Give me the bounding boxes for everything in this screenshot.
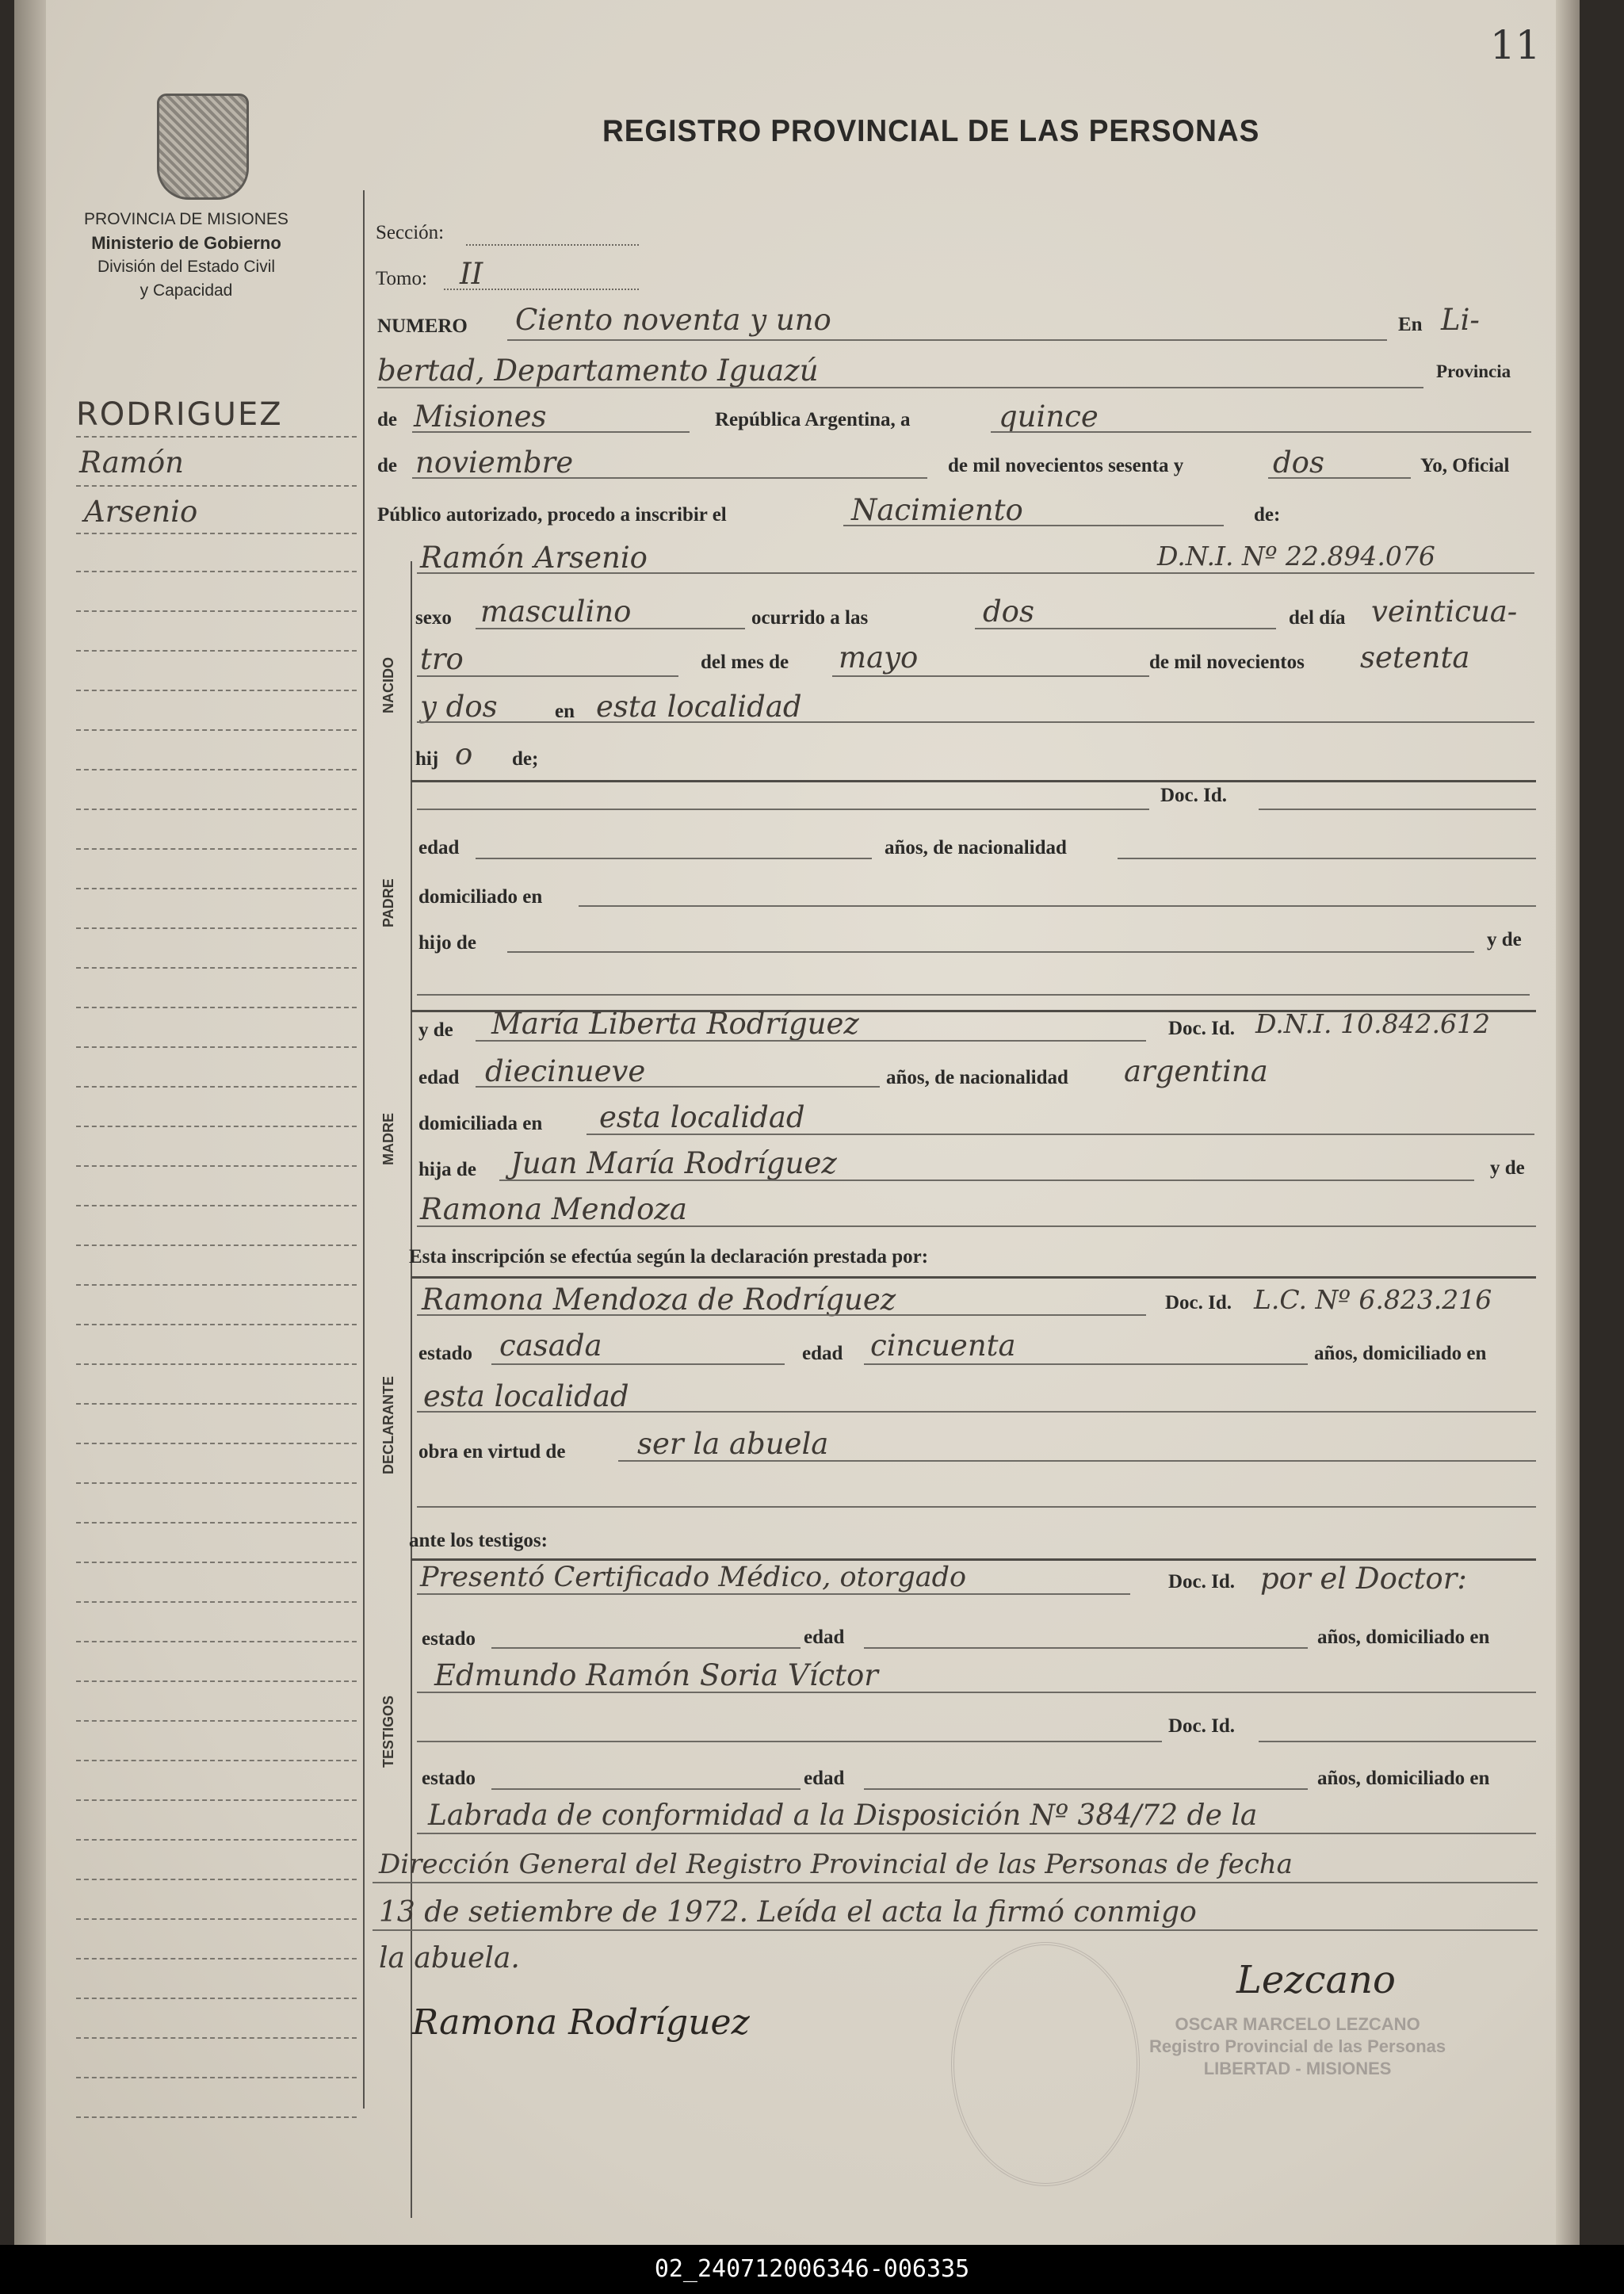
del-dia-label: del día <box>1289 607 1346 629</box>
de-mil-nov-label: de mil novecientos <box>1149 652 1305 673</box>
decl-obra-value: ser la abuela <box>637 1427 829 1461</box>
dia-nac-line <box>417 675 678 677</box>
anio-line <box>1268 477 1411 479</box>
decl-dom-value: esta localidad <box>423 1379 629 1413</box>
madre-y-de-label-2: y de <box>1490 1157 1525 1179</box>
section-padre: PADRE <box>380 878 396 927</box>
section-declarante: DECLARANTE <box>380 1376 396 1474</box>
hij-label: hij <box>415 748 439 770</box>
ministry-line-2: Ministerio de Gobierno <box>91 233 281 253</box>
en-lower-label: en <box>555 701 575 722</box>
decl-doc-label: Doc. Id. <box>1165 1292 1232 1313</box>
madre-hija-label: hija de <box>418 1159 476 1180</box>
declarante-signature: Ramona Rodríguez <box>412 2002 750 2043</box>
padre-doc-label: Doc. Id. <box>1160 785 1228 806</box>
oficial-signature: Lezcano <box>1236 1958 1396 2002</box>
lugar-line <box>377 387 1423 388</box>
decl-obra-label: obra en virtud de <box>418 1441 566 1462</box>
testigo2-estado-line <box>491 1788 801 1790</box>
lugar-value: bertad, Departamento Iguazú <box>377 354 819 388</box>
ministry-line-4: y Capacidad <box>139 281 233 300</box>
decl-dom-label: años, domiciliado en <box>1314 1343 1487 1364</box>
madre-dom-line <box>587 1134 1534 1135</box>
numero-label: NUMERO <box>377 315 468 337</box>
padre-nac-label: años, de nacionalidad <box>885 837 1067 858</box>
testigo1-value: Presentó Certificado Médico, otorgado <box>420 1562 967 1593</box>
ministry-block <box>55 208 317 303</box>
stamp-line-2: Registro Provincial de las Personas <box>1149 2036 1446 2056</box>
padre-y-de-label: y de <box>1487 929 1522 950</box>
madre-nac-value: argentina <box>1124 1054 1268 1088</box>
numero-value: Ciento noventa y uno <box>515 303 831 337</box>
stamp-line-3: LIBERTAD - MISIONES <box>1203 2059 1392 2078</box>
testigo1-edad-label: edad <box>804 1627 845 1648</box>
madre-madre-line <box>417 1225 1536 1227</box>
margin-surname: RODRIGUEZ <box>76 396 283 433</box>
testigo2-doc-label: Doc. Id. <box>1168 1715 1236 1737</box>
registry-seal-stamp <box>951 1942 1140 2186</box>
decl-estado-value: casada <box>499 1329 602 1363</box>
testigo1-estado-label: estado <box>422 1628 476 1650</box>
testigo2-dom-label: años, domiciliado en <box>1317 1768 1490 1789</box>
note-line-1: Labrada de conformidad a la Disposición Nº 384/72 de la <box>428 1799 1258 1832</box>
testigo1-estado-line <box>491 1647 801 1649</box>
tomo-label: Tomo: <box>376 268 427 289</box>
madre-nombre-line <box>476 1040 1146 1042</box>
madre-edad-value: diecinueve <box>485 1054 646 1088</box>
padre-extra-line <box>417 994 1530 996</box>
ocurrido-label: ocurrido a las <box>751 607 869 629</box>
decl-extra-line <box>417 1506 1536 1508</box>
official-stamp <box>1149 2013 1446 2080</box>
scan-id-footer: 02_240712006346-006335 <box>0 2245 1624 2294</box>
de-label-2: de <box>377 455 397 476</box>
republica-label: República Argentina, a <box>715 409 911 430</box>
note-rule-3 <box>373 1929 1538 1931</box>
hij-value: o <box>455 737 473 771</box>
section-madre: MADRE <box>380 1113 396 1165</box>
page-binding <box>14 0 46 2245</box>
provincia-line <box>412 431 690 433</box>
sexo-line <box>476 628 745 629</box>
del-mes-label: del mes de <box>701 652 789 673</box>
mes-nac-value: mayo <box>839 640 919 675</box>
decl-estado-label: estado <box>418 1343 473 1364</box>
de-colon-label: de: <box>1254 504 1281 526</box>
testigo1-doc-value: por el Doctor: <box>1260 1562 1467 1596</box>
testigo1-line <box>417 1593 1130 1595</box>
padre-nombre-line <box>417 809 1149 810</box>
madre-doc-value: D.N.I. 10.842.612 <box>1255 1008 1490 1039</box>
ministry-line-3: División del Estado Civil <box>97 258 276 276</box>
padre-edad-line <box>476 858 872 859</box>
lugar-nac-value: esta localidad <box>596 690 802 724</box>
stamp-line-1: OSCAR MARCELO LEZCANO <box>1175 2014 1420 2034</box>
page-edge <box>1556 0 1580 2245</box>
sexo-label: sexo <box>415 607 452 629</box>
margin-divider <box>363 190 365 2109</box>
numero-line <box>507 339 1387 341</box>
padre-doc-line <box>1259 809 1536 810</box>
padre-dom-label: domiciliado en <box>418 886 543 908</box>
sexo-value: masculino <box>480 595 632 629</box>
dia-value: quince <box>999 400 1099 434</box>
ante-label: ante los testigos: <box>409 1530 548 1551</box>
decl-edad-line <box>864 1363 1308 1365</box>
provincia-value: Misiones <box>414 400 547 434</box>
padre-edad-label: edad <box>418 837 460 858</box>
section-nacido: NACIDO <box>380 657 396 713</box>
decl-nombre: Ramona Mendoza de Rodríguez <box>422 1283 896 1317</box>
margin-second-name: Arsenio <box>84 495 198 529</box>
padre-hijo-line <box>507 951 1474 953</box>
anio-value: dos <box>1273 445 1324 480</box>
dia-line <box>991 431 1531 433</box>
padre-nac-line <box>1118 858 1536 859</box>
nacido-dni: D.N.I. Nº 22.894.076 <box>1157 541 1435 572</box>
decl-doc-value: L.C. Nº 6.823.216 <box>1254 1284 1492 1315</box>
tomo-line <box>444 289 639 290</box>
madre-hija-value: Juan María Rodríguez <box>510 1146 837 1180</box>
nacido-bottom-rule <box>411 780 1536 782</box>
dia-nac-value-2: tro <box>420 642 464 676</box>
decl-estado-line <box>491 1363 785 1365</box>
publico-label: Público autorizado, procedo a inscribir el <box>377 504 727 526</box>
madre-dom-label: domiciliada en <box>418 1113 543 1134</box>
note-line-3: 13 de setiembre de 1972. Leída el acta la firmó conmigo <box>379 1896 1197 1929</box>
declarante-top-rule <box>411 1276 1536 1279</box>
provincia-label: Provincia <box>1436 361 1511 381</box>
hora-line <box>975 628 1276 629</box>
tomo-value: II <box>460 257 483 291</box>
testigo2-line <box>417 1741 1162 1742</box>
declaracion-label: Esta inscripción se efectúa según la declaración prestada por: <box>409 1246 929 1267</box>
testigo1-dom-label: años, domiciliado en <box>1317 1627 1490 1648</box>
testigo2-edad-label: edad <box>804 1768 845 1789</box>
decl-nombre-line <box>417 1314 1146 1316</box>
madre-hija-line <box>499 1179 1474 1181</box>
note-line-4: la abuela. <box>379 1942 520 1975</box>
de-mil-label: de mil novecientos sesenta y <box>948 455 1184 476</box>
decl-obra-line <box>618 1460 1536 1462</box>
testigo2-estado-label: estado <box>422 1768 476 1789</box>
decl-edad-value: cincuenta <box>870 1329 1016 1363</box>
testigo2-edad-line <box>864 1788 1308 1790</box>
nacido-line <box>417 572 1534 574</box>
ministry-line-1: PROVINCIA DE MISIONES <box>84 210 288 228</box>
mes-value: noviembre <box>415 445 574 480</box>
madre-y-de-label: y de <box>418 1019 453 1041</box>
testigo2-doc-line <box>1259 1741 1536 1742</box>
decl-edad-label: edad <box>802 1343 843 1364</box>
madre-edad-line <box>476 1086 880 1088</box>
yo-oficial-label: Yo, Oficial <box>1420 455 1510 476</box>
anio-nac-value-2: y dos <box>420 690 498 724</box>
seccion-label: Sección: <box>376 222 445 243</box>
de-semi-label: de; <box>512 748 539 770</box>
lugar-nac-line <box>417 721 1534 723</box>
coat-of-arms-icon <box>157 94 249 200</box>
madre-nombre: María Liberta Rodríguez <box>491 1007 859 1041</box>
hora-value: dos <box>983 595 1034 629</box>
margin-first-name: Ramón <box>79 445 184 480</box>
mes-line <box>412 477 927 479</box>
madre-edad-label: edad <box>418 1067 460 1088</box>
dia-nac-value: veinticua- <box>1371 595 1518 629</box>
page-number: 11 <box>1490 22 1541 68</box>
section-testigos: TESTIGOS <box>380 1695 396 1768</box>
madre-nac-label: años, de nacionalidad <box>886 1067 1068 1088</box>
de-label: de <box>377 409 397 430</box>
acto-value: Nacimiento <box>851 493 1023 527</box>
en-value: Li- <box>1441 303 1480 337</box>
madre-doc-label: Doc. Id. <box>1168 1018 1236 1039</box>
testigo1-doc-label: Doc. Id. <box>1168 1571 1236 1592</box>
mes-nac-line <box>832 675 1149 677</box>
padre-hijo-label: hijo de <box>418 932 476 954</box>
anio-nac-value: setenta <box>1360 640 1470 675</box>
testigos-top-rule <box>411 1558 1536 1561</box>
acto-line <box>843 525 1224 526</box>
padre-dom-line <box>579 905 1536 907</box>
en-label: En <box>1398 314 1423 335</box>
testigo1-edad-line <box>864 1647 1308 1649</box>
page-title: REGISTRO PROVINCIAL DE LAS PERSONAS <box>602 114 1260 148</box>
seccion-line <box>466 244 639 246</box>
madre-dom-value: esta localidad <box>599 1100 805 1134</box>
nacido-nombre: Ramón Arsenio <box>420 541 648 575</box>
madre-madre-value: Ramona Mendoza <box>420 1192 687 1226</box>
decl-dom-line <box>417 1411 1536 1413</box>
testigo-name-value: Edmundo Ramón Soria Víctor <box>434 1658 878 1692</box>
note-line-2: Dirección General del Registro Provincial de las Personas de fecha <box>379 1849 1293 1880</box>
testigo-name-line <box>417 1692 1536 1693</box>
note-rule-2 <box>373 1882 1538 1883</box>
note-rule-1 <box>417 1833 1536 1834</box>
